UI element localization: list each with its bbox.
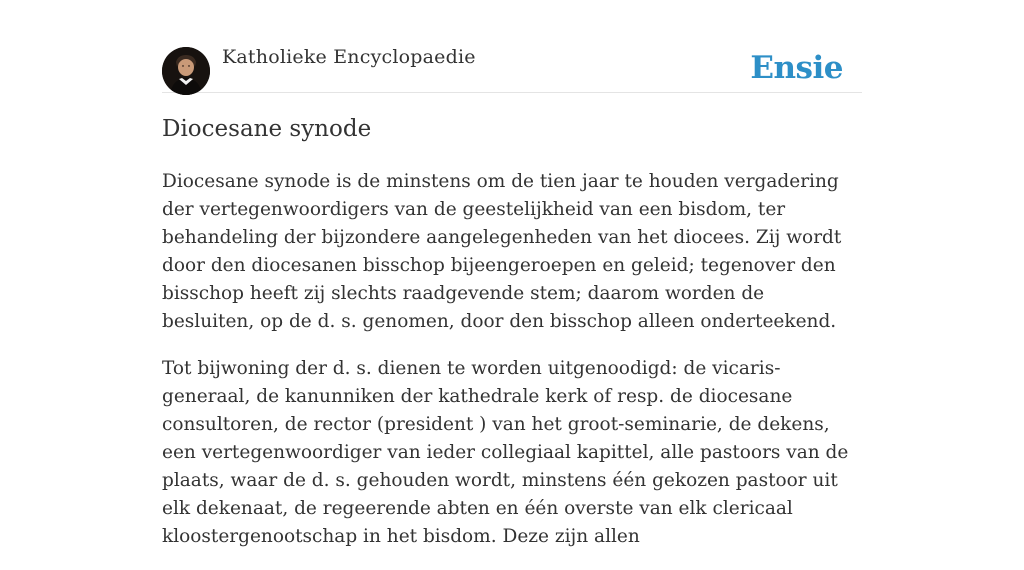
brand-logo[interactable]: Ensie — [750, 50, 843, 86]
article-paragraph: Diocesane synode is de minstens om de tien jaar te houden vergadering der vertegenwoordigers van de geestelijkheid van een bisdom, ter behandeling der bijzondere aangelegenheden van het diocees. Zij wordt door den diocesanen bisschop bijeengeroepen en geleid; tegenover den bisschop heeft zij slechts raadgevende stem; daarom worden de besluiten, op de d. s. genomen, door den bisschop alleen onderteekend. — [162, 171, 842, 332]
portrait-icon — [162, 47, 210, 95]
source-name[interactable]: Katholieke Encyclopaedie — [222, 46, 476, 68]
article-body — [162, 168, 862, 570]
article-paragraph: Tot bijwoning der d. s. dienen te worden uitgenoodigd: de vicaris-generaal, de kanunniken der kathedrale kerk of resp. de diocesane consultoren, de rector (president ) van het groot-seminarie, de dekens, een vertegenwoordiger van ieder collegiaal kapittel, alle pastoors van de plaats, waar de d. s. gehouden wordt, minstens één gekozen pastoor uit elk dekenaat, de regeerende abten en één overste van elk clericaal kloostergenootschap in het bisdom. Deze zijn allen — [162, 358, 849, 547]
page-container — [162, 0, 862, 547]
avatar[interactable] — [162, 47, 210, 95]
header — [162, 0, 862, 93]
page-title: Diocesane synode — [162, 116, 372, 142]
